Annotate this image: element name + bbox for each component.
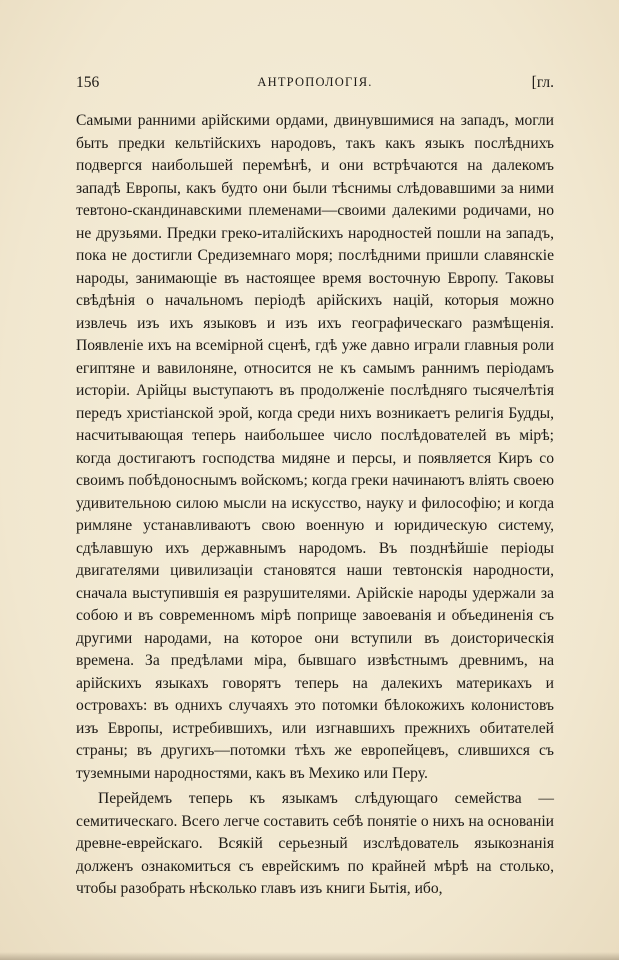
page-number: 156	[76, 74, 100, 91]
body-text	[76, 110, 554, 901]
page-header	[76, 74, 554, 96]
running-title: АНТРОПОЛОГІЯ.	[257, 75, 373, 89]
chapter-marker: [гл.	[531, 74, 554, 91]
page-bottom-edge	[0, 952, 619, 960]
paragraph-2: Перейдемъ теперь къ языкамъ слѣдующаго семейства — семитическаго. Всего легче составить себѣ понятіе о нихъ на основаніи древне-еврейскаго. Всякій серьезный изслѣдователь языкознанія долженъ ознакомиться съ еврейскимъ по крайней мѣрѣ на столько, чтобы разобрать нѣсколько главъ изъ книги Бытія, ибо,	[76, 790, 554, 897]
paragraph-1: Самыми ранними арійскими ордами, двинувшимися на западъ, могли быть предки кельтійскихъ народовъ, такъ какъ языкъ послѣднихъ подвергся наибольшей перемѣнѣ, и они встрѣчаются на далекомъ западѣ Европы, какъ будто они были тѣснимы слѣдовавшими за ними тевтоно-скандинавскими племенами—своими далекими родичами, но не друзьями. Предки греко-италійскихъ народностей пошли на западъ, пока не достигли Средиземнаго моря; послѣдними пришли славянскіе народы, занимающіе въ настоящее время восточную Европу. Таковы свѣдѣнія о начальномъ періодѣ арійскихъ націй, которыя можно извлечь изъ ихъ языковъ и изъ ихъ географическаго размѣщенія. Появленіе ихъ на всемірной сценѣ, гдѣ уже давно играли главныя роли египтяне и вавилоняне, относится не къ самымъ раннимъ періодамъ исторіи. Арійцы выступаютъ въ продолженіе послѣдняго тысячелѣтія передъ христіанской эрой, когда среди нихъ возникаетъ религія Будды, насчитывающая теперь наибольшее число послѣдователей въ мірѣ; когда достигаютъ господства мидяне и персы, и появляется Киръ со своимъ побѣдоноснымъ войскомъ; когда греки начинаютъ вліять своею удивительною силою мысли на искусство, науку и философію; и когда римляне устанавливаютъ свою военную и юридическую систему, сдѣлавшую ихъ державнымъ народомъ. Въ позднѣйшіе періоды двигателями цивилизаціи становятся наши тевтонскія народности, сначала выступившія ея разрушителями. Арійскіе народы удержали за собою и въ современномъ мірѣ поприще завоеванія и объединенія съ другими народами, на которое они вступили въ доисторическія времена. За предѣлами міра, бывшаго извѣстнымъ древнимъ, на арійскихъ языкахъ говорятъ теперь на далекихъ материкахъ и островахъ: въ однихъ случаяхъ это потомки бѣлокожихъ колонистовъ изъ Европы, истребившихъ, или изгнавшихъ прежнихъ обитателей страны; въ другихъ—потомки тѣхъ же европейцевъ, слившихся съ туземными народностями, какъ въ Мехико или Перу.	[76, 112, 554, 782]
